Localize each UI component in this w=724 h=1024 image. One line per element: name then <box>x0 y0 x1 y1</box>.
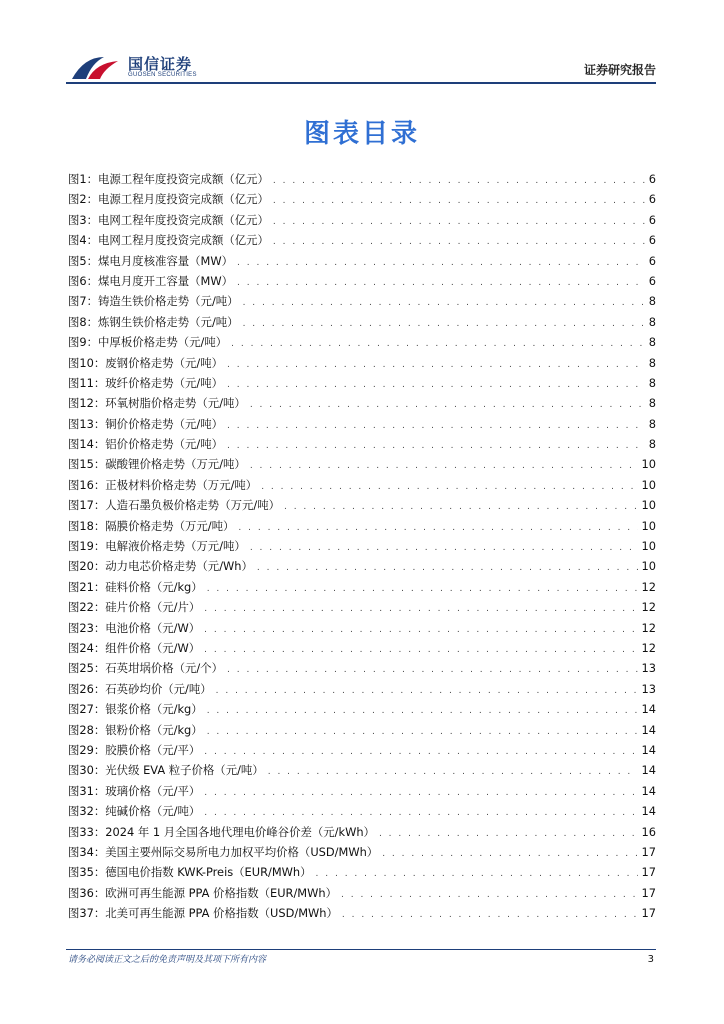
toc-entry[interactable] <box>68 597 656 617</box>
toc-dot-leader <box>227 355 645 375</box>
toc-entry-page: 12 <box>641 600 656 615</box>
toc-entry[interactable] <box>68 516 656 536</box>
toc-entry-page: 10 <box>641 559 656 574</box>
toc-dot-leader <box>273 171 645 191</box>
toc-entry-number: 图15： <box>68 457 106 472</box>
toc-entry-page: 6 <box>648 273 656 288</box>
toc-entry-number: 图27： <box>68 702 106 717</box>
toc-entry-page: 14 <box>641 722 656 737</box>
toc-entry-number: 图37： <box>68 906 106 921</box>
toc-dot-leader <box>261 477 637 497</box>
toc-dot-leader <box>382 844 637 864</box>
toc-entry-title: 石英坩埚价格（元/个） <box>105 661 224 676</box>
toc-dot-leader <box>227 660 637 680</box>
toc-entry-title: 铜价价格走势（元/吨） <box>105 416 224 431</box>
toc-entry[interactable] <box>68 536 656 556</box>
toc-entry-title: 铝价价格走势（元/吨） <box>105 437 224 452</box>
toc-entry-title: 纯碱价格（元/吨） <box>105 804 201 819</box>
toc-entry[interactable] <box>68 414 656 434</box>
toc-entry-title: 动力电芯价格走势（元/Wh） <box>105 559 253 574</box>
toc-entry-title: 2024 年 1 月全国各地代理电价峰谷价差（元/kWh） <box>105 824 375 839</box>
toc-entry-number: 图9： <box>68 335 99 350</box>
toc-entry-page: 6 <box>648 233 656 248</box>
toc-entry-title: 组件价格（元/W） <box>105 640 201 655</box>
toc-entry-title: 电源工程月度投资完成额（亿元） <box>98 192 269 207</box>
guosen-logo-icon <box>70 53 122 83</box>
toc-entry-number: 图12： <box>68 396 106 411</box>
logo-subtext: GUOSEN SECURITIES <box>128 72 197 78</box>
toc-entry[interactable] <box>68 495 656 515</box>
toc-entry-title: 光伏级 EVA 粒子价格（元/吨） <box>105 763 264 778</box>
toc-entry-title: 人造石墨负极价格走势（万元/吨） <box>105 498 280 513</box>
toc-entry[interactable] <box>68 210 656 230</box>
toc-entry[interactable] <box>68 189 656 209</box>
footer-divider <box>66 949 656 950</box>
toc-entry-page: 14 <box>641 783 656 798</box>
toc-entry-page: 8 <box>648 294 656 309</box>
toc-dot-leader <box>204 803 637 823</box>
toc-entry-page: 6 <box>648 172 656 186</box>
toc-entry-page: 8 <box>648 416 656 431</box>
toc-entry[interactable] <box>68 312 656 332</box>
page-number: 3 <box>647 954 654 965</box>
toc-entry-title: 环氧树脂价格走势（元/吨） <box>105 396 246 411</box>
toc-entry[interactable] <box>68 903 656 923</box>
toc-entry-number: 图2： <box>68 192 99 207</box>
toc-entry-page: 8 <box>648 396 656 411</box>
toc-entry-number: 图6： <box>68 273 99 288</box>
toc-entry-number: 图4： <box>68 233 99 248</box>
toc-dot-leader <box>316 864 638 884</box>
toc-entry-number: 图36： <box>68 885 106 900</box>
toc-entry-title: 正极材料价格走势（万元/吨） <box>105 477 258 492</box>
toc-entry[interactable] <box>68 842 656 862</box>
toc-entry-page: 12 <box>641 620 656 635</box>
toc-dot-leader <box>273 191 645 211</box>
toc-entry-title: 煤电月度开工容量（MW） <box>98 273 234 288</box>
toc-entry-page: 8 <box>648 335 656 350</box>
toc-dot-leader <box>268 762 638 782</box>
toc-entry-number: 图19： <box>68 539 106 554</box>
toc-dot-leader <box>204 742 637 762</box>
toc-entry-number: 图13： <box>68 416 106 431</box>
toc-entry-page: 6 <box>648 253 656 268</box>
toc-entry[interactable] <box>68 658 656 678</box>
toc-entry-number: 图22： <box>68 600 106 615</box>
toc-entry-title: 玻纤价格走势（元/吨） <box>105 375 224 390</box>
toc-entry-title: 电网工程年度投资完成额（亿元） <box>98 212 269 227</box>
toc-entry-number: 图34： <box>68 844 106 859</box>
toc-entry-number: 图24： <box>68 640 106 655</box>
toc-dot-leader <box>250 395 645 415</box>
toc-entry-page: 10 <box>641 457 656 472</box>
toc-entry[interactable] <box>68 332 656 352</box>
toc-dot-leader <box>238 518 637 538</box>
toc-entry-title: 硅料价格（元/kg） <box>105 579 203 594</box>
toc-dot-leader <box>379 824 638 844</box>
toc-dot-leader <box>227 375 645 395</box>
toc-entry[interactable] <box>68 801 656 821</box>
toc-entry[interactable] <box>68 291 656 311</box>
section-tag: 证券研究报告 <box>583 63 656 77</box>
toc-entry-title: 铸造生铁价格走势（元/吨） <box>98 294 239 309</box>
logo-text: 国信证券 <box>128 55 193 73</box>
toc-entry[interactable] <box>68 862 656 882</box>
toc-entry-title: 中厚板价格走势（元/吨） <box>98 335 228 350</box>
toc-entry-page: 13 <box>641 661 656 676</box>
toc-entry-number: 图16： <box>68 477 106 492</box>
toc-entry[interactable] <box>68 720 656 740</box>
toc-entry-number: 图8： <box>68 314 99 329</box>
toc-entry-title: 北美可再生能源 PPA 价格指数（USD/MWh） <box>105 906 338 921</box>
toc-entry-title: 银粉价格（元/kg） <box>105 722 203 737</box>
toc-entry-title: 电网工程月度投资完成额（亿元） <box>98 233 269 248</box>
toc-dot-leader <box>204 783 637 803</box>
toc-dot-leader <box>250 456 638 476</box>
toc-entry-number: 图26： <box>68 681 106 696</box>
toc-entry-title: 银浆价格（元/kg） <box>105 702 203 717</box>
toc-entry[interactable] <box>68 230 656 250</box>
toc-entry-page: 17 <box>641 844 656 859</box>
toc-entry[interactable] <box>68 638 656 658</box>
toc-dot-leader <box>342 905 638 925</box>
toc-entry-page: 10 <box>641 539 656 554</box>
toc-entry-page: 10 <box>641 477 656 492</box>
toc-entry-number: 图18： <box>68 518 106 533</box>
toc-entry-title: 欧洲可再生能源 PPA 价格指数（EUR/MWh） <box>105 885 337 900</box>
toc-dot-leader <box>341 885 638 905</box>
toc-entry-page: 12 <box>641 579 656 594</box>
toc-dot-leader <box>257 558 638 578</box>
toc-entry-number: 图14： <box>68 437 106 452</box>
toc-entry[interactable] <box>68 353 656 373</box>
toc-entry-title: 玻璃价格（元/平） <box>105 783 201 798</box>
toc-entry-number: 图23： <box>68 620 106 635</box>
toc-entry-number: 图7： <box>68 294 99 309</box>
toc-entry-page: 13 <box>641 681 656 696</box>
toc-entry[interactable] <box>68 822 656 842</box>
toc-entry-number: 图28： <box>68 722 106 737</box>
toc-entry-number: 图17： <box>68 498 106 513</box>
toc-entry-number: 图21： <box>68 579 106 594</box>
toc-entry-title: 炼钢生铁价格走势（元/吨） <box>98 314 239 329</box>
toc-entry-page: 14 <box>641 763 656 778</box>
toc-entry[interactable] <box>68 373 656 393</box>
toc-entry[interactable] <box>68 740 656 760</box>
toc-dot-leader <box>250 538 638 558</box>
toc-entry-title: 电池价格（元/W） <box>105 620 201 635</box>
toc-entry-page: 8 <box>648 355 656 370</box>
toc-dot-leader <box>207 579 638 599</box>
toc-entry-page: 17 <box>641 865 656 880</box>
toc-entry-number: 图3： <box>68 212 99 227</box>
toc-entry[interactable] <box>68 475 656 495</box>
toc-entry-page: 10 <box>641 498 656 513</box>
toc-entry-page: 8 <box>648 437 656 452</box>
toc-entry-page: 10 <box>641 518 656 533</box>
toc-entry-title: 隔膜价格走势（万元/吨） <box>105 518 235 533</box>
toc-entry-page: 16 <box>641 824 656 839</box>
toc-entry-page: 17 <box>641 885 656 900</box>
toc-dot-leader <box>231 334 645 354</box>
toc-entry[interactable] <box>68 760 656 780</box>
toc-entry-page: 12 <box>641 640 656 655</box>
toc-dot-leader <box>243 314 645 334</box>
toc-entry[interactable] <box>68 618 656 638</box>
toc-entry-title: 胶膜价格（元/平） <box>105 742 201 757</box>
toc-entry-title: 美国主要州际交易所电力加权平均价格（USD/MWh） <box>105 844 379 859</box>
footer-disclaimer: 请务必阅读正文之后的免责声明及其项下所有内容 <box>68 955 267 965</box>
toc-entry-page: 17 <box>641 906 656 921</box>
toc-entry-number: 图10： <box>68 355 106 370</box>
toc-dot-leader <box>216 681 638 701</box>
toc-dot-leader <box>204 620 637 640</box>
toc-entry-title: 德国电价指数 KWK-Preis（EUR/MWh） <box>105 865 312 880</box>
toc-entry-number: 图1： <box>68 172 99 186</box>
toc-entry-page: 8 <box>648 314 656 329</box>
toc-entry[interactable] <box>68 454 656 474</box>
toc-dot-leader <box>227 416 645 436</box>
toc-entry-number: 图31： <box>68 783 106 798</box>
toc-entry-number: 图25： <box>68 661 106 676</box>
toc-entry-title: 电解液价格走势（万元/吨） <box>105 539 246 554</box>
toc-entry-page: 14 <box>641 742 656 757</box>
toc-dot-leader <box>237 253 645 273</box>
toc-entry-number: 图35： <box>68 865 106 880</box>
toc-entry-number: 图11： <box>68 375 106 390</box>
toc-dot-leader <box>227 436 645 456</box>
toc-list <box>68 169 656 923</box>
toc-entry-number: 图33： <box>68 824 106 839</box>
toc-entry[interactable] <box>68 251 656 271</box>
toc-entry[interactable] <box>68 169 656 189</box>
toc-entry[interactable] <box>68 699 656 719</box>
toc-entry-page: 8 <box>648 375 656 390</box>
toc-dot-leader <box>273 232 645 252</box>
toc-entry[interactable] <box>68 393 656 413</box>
toc-dot-leader <box>284 497 638 517</box>
toc-entry-title: 硅片价格（元/片） <box>105 600 201 615</box>
toc-dot-leader <box>204 599 637 619</box>
toc-entry[interactable] <box>68 556 656 576</box>
toc-entry-number: 图32： <box>68 804 106 819</box>
toc-entry-number: 图20： <box>68 559 106 574</box>
toc-entry-page: 6 <box>648 192 656 207</box>
toc-dot-leader <box>207 722 638 742</box>
toc-entry-number: 图30： <box>68 763 106 778</box>
page-title: 图表目录 <box>303 119 420 149</box>
toc-entry[interactable] <box>68 577 656 597</box>
toc-entry-page: 14 <box>641 804 656 819</box>
toc-entry-page: 6 <box>648 212 656 227</box>
page-header <box>0 0 724 90</box>
toc-entry[interactable] <box>68 781 656 801</box>
toc-entry[interactable] <box>68 434 656 454</box>
toc-entry-page: 14 <box>641 702 656 717</box>
toc-entry-number: 图5： <box>68 253 99 268</box>
toc-dot-leader <box>204 640 637 660</box>
toc-dot-leader <box>273 212 645 232</box>
toc-entry-number: 图29： <box>68 742 106 757</box>
toc-entry-title: 石英砂均价（元/吨） <box>105 681 212 696</box>
toc-entry[interactable] <box>68 271 656 291</box>
toc-entry[interactable] <box>68 883 656 903</box>
toc-entry-title: 废钢价格走势（元/吨） <box>105 355 224 370</box>
toc-entry-title: 碳酸锂价格走势（万元/吨） <box>105 457 246 472</box>
toc-dot-leader <box>243 293 645 313</box>
toc-entry[interactable] <box>68 679 656 699</box>
toc-entry-title: 电源工程年度投资完成额（亿元） <box>98 172 269 186</box>
toc-dot-leader <box>207 701 638 721</box>
toc-dot-leader <box>237 273 645 293</box>
header-divider <box>66 82 656 84</box>
toc-entry-title: 煤电月度核准容量（MW） <box>98 253 234 268</box>
